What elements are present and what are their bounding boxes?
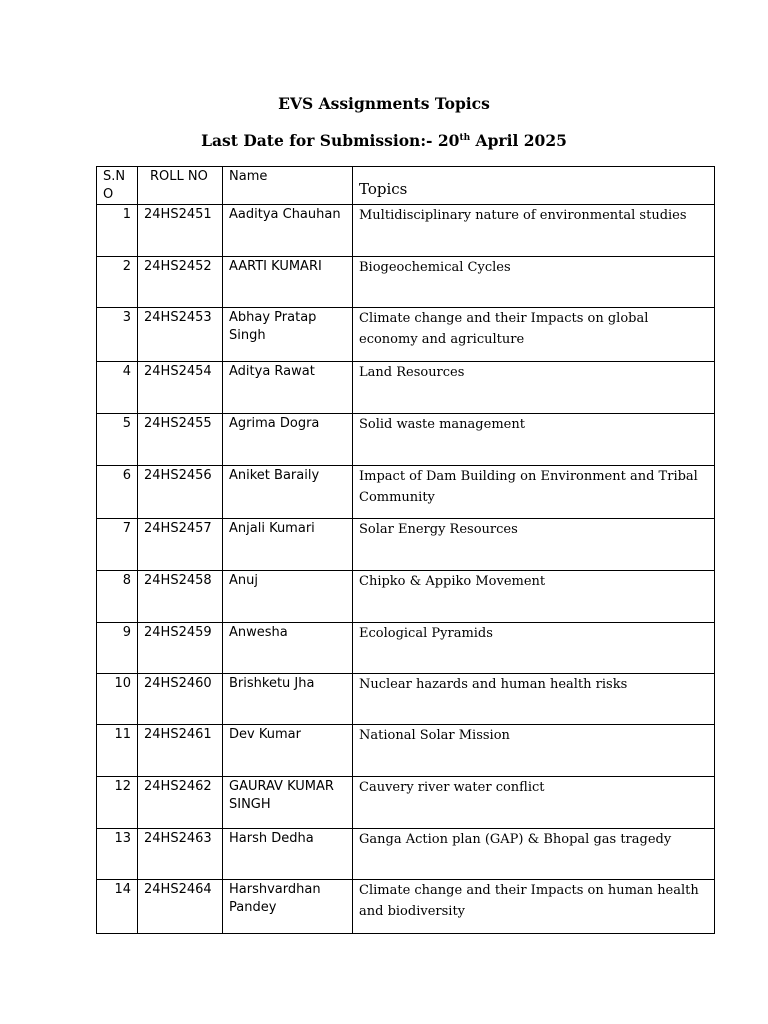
row-roll-no: 24HS2452 [138,257,223,308]
row-topic: Nuclear hazards and human health risks [353,674,715,725]
table-row [97,362,715,414]
table-body [97,205,715,934]
row-name: Aniket Baraily [223,466,353,519]
row-sno: 10 [97,674,138,725]
row-sno: 2 [97,257,138,308]
deadline-superscript: th [459,132,471,143]
row-roll-no: 24HS2453 [138,308,223,362]
row-roll-no: 24HS2464 [138,880,223,934]
table-row [97,880,715,934]
row-sno: 14 [97,880,138,934]
row-topic: Chipko & Appiko Movement [353,571,715,623]
row-name: Agrima Dogra [223,414,353,466]
table-row [97,414,715,466]
row-name: Abhay Pratap Singh [223,308,353,362]
table-row [97,571,715,623]
row-sno: 7 [97,519,138,571]
row-sno: 1 [97,205,138,257]
row-sno: 12 [97,777,138,829]
row-roll-no: 24HS2451 [138,205,223,257]
header-name: Name [223,167,353,205]
row-topic: Solid waste management [353,414,715,466]
row-topic: Ganga Action plan (GAP) & Bhopal gas tragedy [353,829,715,880]
row-topic: Climate change and their Impacts on human health and biodiversity [353,880,715,934]
row-topic: Land Resources [353,362,715,414]
row-sno: 3 [97,308,138,362]
row-topic: Biogeochemical Cycles [353,257,715,308]
row-roll-no: 24HS2459 [138,623,223,674]
row-roll-no: 24HS2460 [138,674,223,725]
row-topic: National Solar Mission [353,725,715,777]
row-roll-no: 24HS2456 [138,466,223,519]
row-name: Anjali Kumari [223,519,353,571]
assignments-table [96,166,715,934]
row-roll-no: 24HS2463 [138,829,223,880]
row-name: Anuj [223,571,353,623]
row-name: AARTI KUMARI [223,257,353,308]
row-name: Harshvardhan Pandey [223,880,353,934]
row-topic: Solar Energy Resources [353,519,715,571]
row-sno: 9 [97,623,138,674]
table-row [97,623,715,674]
table-row [97,205,715,257]
row-roll-no: 24HS2462 [138,777,223,829]
submission-deadline [0,131,768,150]
row-name: Harsh Dedha [223,829,353,880]
row-topic: Climate change and their Impacts on global economy and agriculture [353,308,715,362]
row-sno: 8 [97,571,138,623]
row-roll-no: 24HS2455 [138,414,223,466]
row-name: Aditya Rawat [223,362,353,414]
header-sno: S.NO [97,167,138,205]
row-name: Aaditya Chauhan [223,205,353,257]
row-roll-no: 24HS2461 [138,725,223,777]
table-row [97,257,715,308]
table-row [97,674,715,725]
table-row [97,777,715,829]
row-sno: 11 [97,725,138,777]
row-sno: 6 [97,466,138,519]
row-topic: Impact of Dam Building on Environment and Tribal Community [353,466,715,519]
row-sno: 5 [97,414,138,466]
table-row [97,308,715,362]
row-name: Anwesha [223,623,353,674]
row-roll-no: 24HS2458 [138,571,223,623]
row-topic: Multidisciplinary nature of environmental studies [353,205,715,257]
table-row [97,466,715,519]
document-title: EVS Assignments Topics [278,94,490,113]
row-topic: Ecological Pyramids [353,623,715,674]
row-topic: Cauvery river water conflict [353,777,715,829]
table-row [97,725,715,777]
row-roll-no: 24HS2457 [138,519,223,571]
row-sno: 4 [97,362,138,414]
row-name: Dev Kumar [223,725,353,777]
header-roll-no: ROLL NO [138,167,223,205]
table-row [97,519,715,571]
row-sno: 13 [97,829,138,880]
header-topics: Topics [353,167,715,205]
row-name: Brishketu Jha [223,674,353,725]
row-name: GAURAV KUMAR SINGH [223,777,353,829]
row-roll-no: 24HS2454 [138,362,223,414]
deadline-suffix: April 2025 [470,131,567,150]
table-header-row [97,167,715,205]
deadline-prefix: Last Date for Submission:- 20 [201,131,460,150]
table-row [97,829,715,880]
